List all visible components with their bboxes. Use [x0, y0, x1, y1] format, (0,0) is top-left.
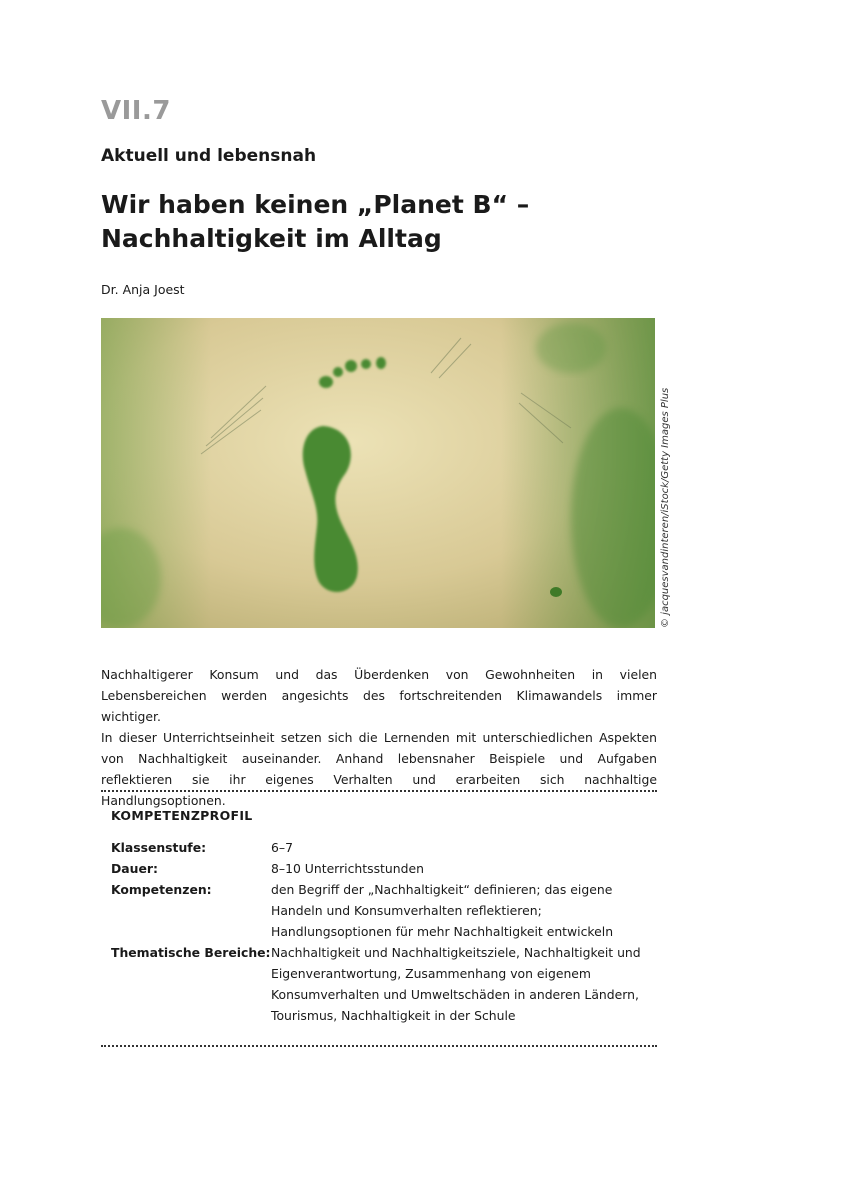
- series-label: Aktuell und lebensnah: [101, 146, 317, 166]
- divider-bottom: [101, 1045, 657, 1047]
- row-value: Nachhaltigkeit und Nachhaltigkeitsziele, Nachhaltigkeit und Eigenverantwortung, Zusammenhang von eigenem Konsumverhalten und Umweltschäden in anderen Ländern, Tourismus, Nachhaltigkeit in der Schule: [271, 945, 641, 1023]
- table-row: [111, 942, 651, 1026]
- row-label: Dauer:: [111, 861, 158, 876]
- footprint-photo: [101, 318, 655, 628]
- intro-paragraph-2: In dieser Unterrichtseinheit setzen sich die Lernenden mit unterschiedlichen Aspekten von Nachhaltigkeit auseinander. Anhand lebensnaher Beispiele und Aufgaben reflektieren sie ihr eigenes Verhalten und erarbeiten sich nachhaltige Handlungsoptionen.: [101, 730, 657, 808]
- divider-top: [101, 790, 657, 792]
- intro-paragraph-1: Nachhaltigerer Konsum und das Überdenken von Gewohnheiten in vielen Lebensbereichen werden angesichts des fortschreitenden Klimawandels immer wichtiger.: [101, 667, 657, 724]
- row-value: den Begriff der „Nachhaltigkeit“ definieren; das eigene Handeln und Konsumverhalten reflektieren; Handlungsoptionen für mehr Nachhaltigkeit entwickeln: [271, 882, 614, 939]
- row-label: Kompetenzen:: [111, 882, 212, 897]
- title-line-1: Wir haben keinen „Planet B“ –: [101, 190, 530, 219]
- row-label: Klassenstufe:: [111, 840, 207, 855]
- row-value: 8–10 Unterrichtsstunden: [271, 861, 424, 876]
- row-value: 6–7: [271, 840, 293, 855]
- title-line-2: Nachhaltigkeit im Alltag: [101, 224, 442, 253]
- chapter-number: VII.7: [101, 96, 171, 126]
- table-row: [111, 858, 651, 879]
- page-title: [101, 188, 701, 256]
- row-label: Thematische Bereiche:: [111, 945, 271, 960]
- table-row: [111, 837, 651, 858]
- table-row: [111, 879, 651, 942]
- footprint-icon: [101, 318, 655, 628]
- intro-text: [101, 664, 657, 811]
- photo-credit: © jacquesvandinteren/iStock/Getty Images Plus: [660, 387, 671, 628]
- author-name: Dr. Anja Joest: [101, 282, 185, 297]
- kompetenzprofil-heading: KOMPETENZPROFIL: [111, 808, 253, 823]
- kompetenzprofil-table: [111, 837, 651, 1026]
